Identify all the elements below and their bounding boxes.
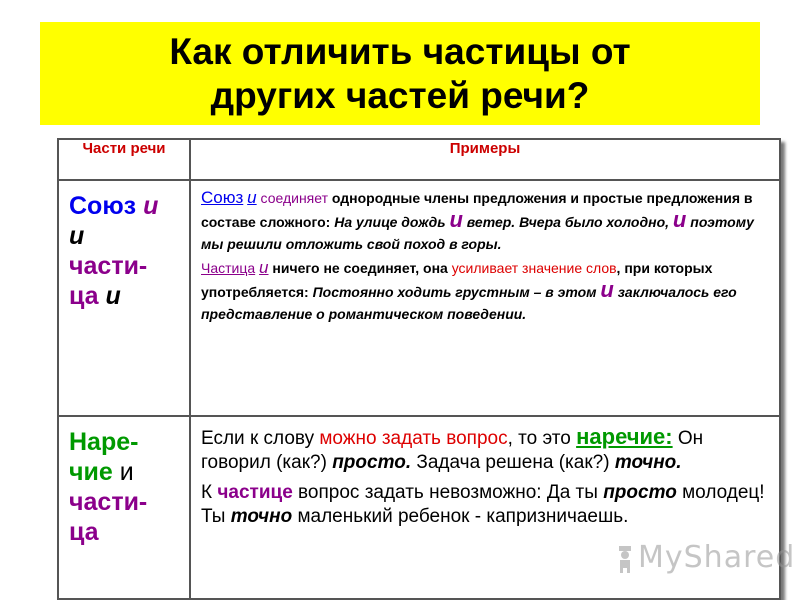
header-parts-of-speech: Части речи (58, 139, 190, 180)
table-row (58, 180, 780, 416)
examples-conjunction-particle (190, 180, 780, 416)
watermark-text: MyShared (638, 540, 796, 575)
title-line-2: других частей речи? (210, 74, 590, 116)
adverb-explanation: Если к слову можно задать вопрос, то это наречие: Он говорил (как?) просто. Задача решена (как?) точно. (201, 424, 704, 473)
conjunction-explanation: Союз и соединяет однородные члены предложения и простые предложения в составе сложного: На улице дождь и ветер. Вчера было холодно, и поэтому мы решили отложить свой поход в горы. (201, 188, 754, 252)
row-label-conjunction-particle: Союз и и части- ца и (58, 180, 190, 416)
table-header-row (58, 139, 780, 180)
student-figure-icon (612, 545, 638, 573)
watermark (612, 540, 795, 575)
title-line-1: Как отличить частицы от (169, 30, 631, 72)
comparison-table (57, 138, 781, 600)
header-examples: Примеры (190, 139, 780, 180)
row-label-adverb-particle: Наре- чие и части- ца (58, 416, 190, 599)
slide-title (40, 22, 760, 125)
particle-question-explanation: К частице вопрос задать невозможно: Да ты просто молодец! Ты точно маленький ребенок - капризничаешь. (201, 482, 765, 527)
particle-explanation: Частица и ничего не соединяет, она усиливает значение слов, при которых употребляется: Постоянно ходить грустным – в этом и заключалось его представление о романтическом поведении. (201, 258, 737, 322)
